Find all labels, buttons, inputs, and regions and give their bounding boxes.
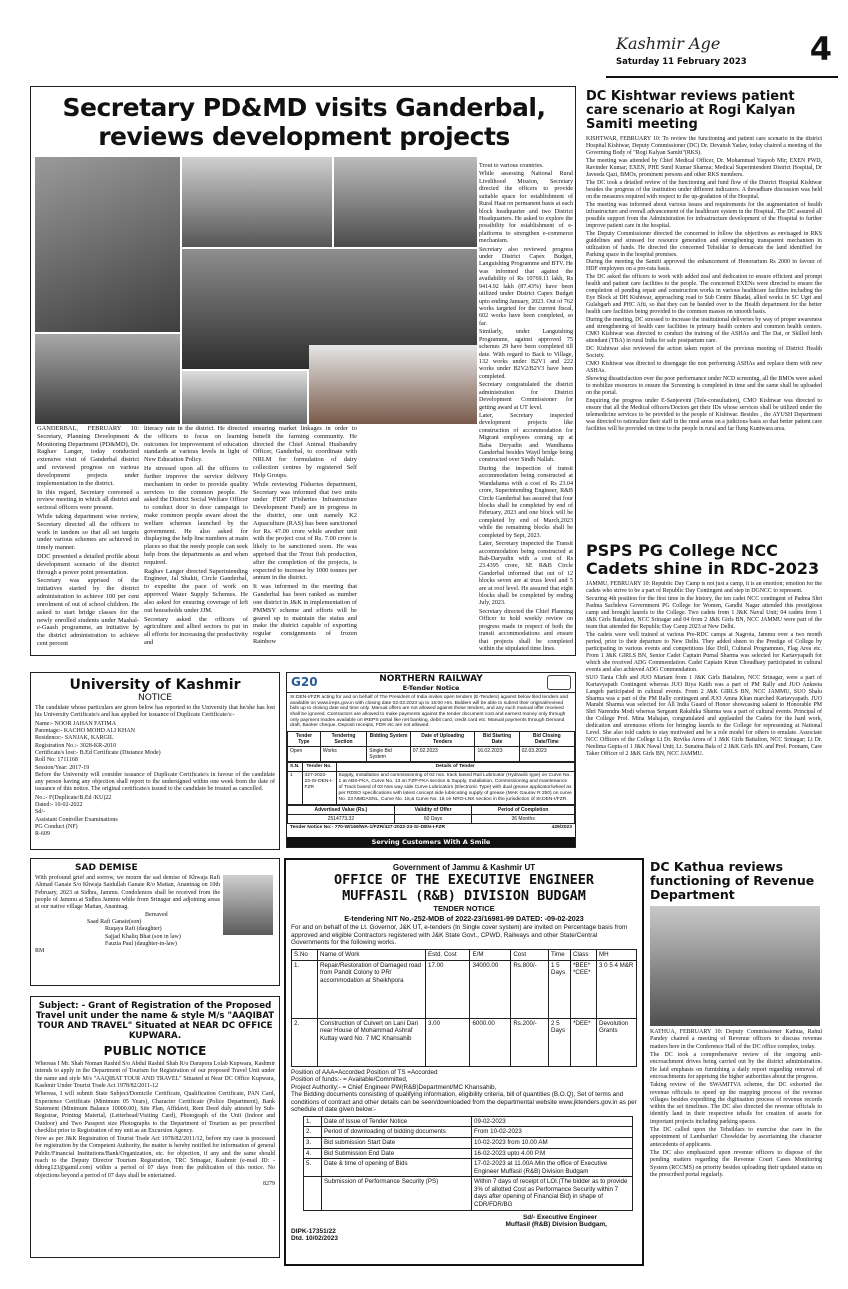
govt-tender-notice [284, 858, 644, 1266]
table-row [304, 1116, 633, 1127]
table-header-cell: Bidding System [367, 731, 411, 746]
table-cell: 3 0 5 4 M&R [597, 960, 637, 1018]
table-header-cell: Name of Work [318, 950, 426, 961]
kishtwar-para: During the meeting the Samiti approved the enhancement of Honorarium Rs 2000 in favour of HDF employees on a pro-rata basis. [586, 259, 822, 273]
table-cell: 2 5 Days [549, 1018, 571, 1066]
lead-col-1-para: GANDERBAL, FEBRUARY 10: Secretary, Planning Development & Monitoring Department (PD&MD), Dr. Raghav Langer, today conducted extensive visit of Ganderbal district and reviewed progress on various development projects under implementation in the district. [37, 425, 139, 487]
table-cell: 60 Days [394, 815, 472, 824]
table-header-cell: Details of Tender [336, 763, 574, 772]
railway-ref: 429/2023 [551, 825, 572, 831]
table-header-cell: Advertised Value (Rs.) [288, 806, 395, 815]
lead-col-4-para: Secretary congratulated the district administration for District Development Commissioner for getting award at UT level. [479, 382, 573, 411]
railway-value-table [287, 805, 575, 824]
govt-schedule-table [303, 1116, 633, 1211]
govt-dipk-date: Dtd. 10/02/2023 [291, 1234, 338, 1242]
demise-name: Ruqaya Rafi (daughter) [105, 926, 162, 933]
kishtwar-para: The meeting was attended by Chief Medical Officer, Dr. Mohammad Yaqoob Mir; EXEN PWD, Ravinder Kumar; EXEN, PHE Sunil Kumar Sharma; Medical Superintendent District Hospital, Dr Javeeda Qazi, BMOs, prominent persons and other RKS members. [586, 157, 822, 178]
table-header-cell: Tender No. [302, 763, 336, 772]
psps-para: SUO Tania Chib and JUO Mariam from 1 J&K Girls Battalion, NCC Srinagar, were a part of Kartavyapath Contingent whereas JUO Riya Kaith was a part of PM Rally and JUO Ankeeta Langeh participated in cultural events. From 2 J&K GIRLS BN, NCC JAMMU, SUO Shalu Sharma was a part of the PM Rally contingent and JUO Amna Khan marched Kartavyapath. JUO Manshi Sharma was selected for All India Guard of Honor showcasing salami to Honorable PM Shri Narendra Modi whereas Sergeant Rakshika Sharma was a part of cultural events. Principal of the College Prof. Mina Mahajan, congratulated and applauded the Cadets for the hard work, dedication and strenuous efforts for bringing laurels to the College for representing at National Level. She also told cadets to stay motivated and be a role model for others to emulate. Associate NCC Officers of the College Lt Dr. Revika Arora of 1 J&K Girls Battalion, NCC Srinagar; Lt Dr. Neelima Gupta of 1 J&K Naval Unit; Lt. Sunaina Bala of 2 J&K Girls BN. and Prof. Poonam, Care Taker Officer of 2 J&K Girls BN, NCC JAMMU. [586, 674, 822, 758]
kishtwar-para: The DC took a detailed review of the functioning and fund flow of the District Hospital Kishtwar besides the progress of the institution under different indicators. A threadbare discussion was held on the measures required with respect to the up-gradation of the Hospital. [586, 179, 822, 200]
table-row [304, 1127, 633, 1138]
uok-subtitle: NOTICE [138, 693, 172, 703]
table-cell: *DEE* [571, 1018, 597, 1066]
table-cell: 07.02.2023 [410, 747, 475, 762]
table-cell: 36 Months [472, 815, 575, 824]
masthead-date: Saturday 11 February 2023 [616, 57, 747, 67]
demise-notice [30, 858, 280, 986]
psps-para: The cadets were well trained at various Pre-RDC camps at Nagrota, Jammu over a two month period, prior to their departure to New Delhi. They added sheen to the Prestige of College by participating in various events and competitions like Drill, Cultural Programmes, Flag Area etc. From 1 J&K GIRLS BN, Senior Cadet Captain Purnal Sharma was selected for Kartavyapath for which she received ADG Commendation. Cadet Captain Kiran Choudhary participated in cultural events and also achieved ADG Commendation. [586, 631, 822, 673]
lead-col-4-para: Trout to various countries. [479, 163, 544, 169]
masthead [606, 32, 838, 78]
table-header-cell: Tendering Section [320, 731, 366, 746]
kishtwar-para: Showing dissatisfaction over the poor performance under NCD screening, all the BMOs were asked to mobilize resources to ensure the Screening is completed in time and the same shall be uploaded on the portal. [586, 375, 822, 396]
lead-photo-3 [334, 157, 477, 247]
railway-logo [547, 675, 571, 690]
public-notice-para: Whereas, I will submit State Subject/Domicile Certificate, Qualification Certificate, PAN Card, Experience Certificate (Minimum 05 Years), Character Certificate (Police Department), Bank Statement (Minimum Balance 10000.00), Site Plan, Affidavit, Rent Deed duly attested by Sub- Registrar, Printing Material, (Letterhead/Visiting Card), Photograph of the Unit (Indoor and Outdoor) and Two Passport size Photographs to the Department of Tourism as per prescribed checklist prior to Registration of my unit as an Excursion Agency. [35, 1091, 275, 1134]
lead-photo-6 [182, 371, 307, 424]
lead-photo-5 [35, 334, 180, 424]
govt-intro: For and on behalf of the Lt. Governor, J&K UT, e-tenders (In Single cover system) are invited on Percentage basis from approved and eligible Contractors registered with J&K State Govt., CPWD, Railways and other State/Central Governments for the following works. [291, 924, 628, 947]
kishtwar-para: CMO Kishtwar was directed to disengage the non performing ASHAs and replace them with new ASHAs. [586, 361, 822, 374]
lead-col-4-para: Secretary also reviewed progress under District Capex Budget, Languishing Programme and BTV. He was informed that against the availability of Rs 10769.11 lakh, Rs 9414.92 lakh (87.43%) have been utilized under District Capex Budget upto ending January, 2023. Out of 762 works targeted for the current fiscal, 602 works have been completed, so far. [479, 246, 573, 327]
lead-col-2 [144, 425, 248, 653]
lead-col-4-para: During the inspection of transit accommodation being constructed at Wandahama with a cost of Rs 23.04 crore, Superintending Engineer, R&B Circle Ganderbal has assured that four blocks shall be completed by end of February, 2023 and one block will be completed by end of March,2023 while the remaining blocks shall be completed by Sept, 2023. [479, 465, 573, 539]
kathua-photo [650, 906, 820, 1026]
govt-note: Project Authority:- = Chief Engineer PW(R&B)Department/MC Khansahib, [291, 1083, 497, 1091]
masthead-logo: Kashmir Age [616, 34, 721, 53]
govt-note: The Bidding documents consisting of qualifying information, eligibility criteria, bill of quantities (B.O.Q), Set of terms and conditions of contract and other details can be seen/downloaded from the departmental website www.jktenders.gov.in as per schedule of date given below:- [291, 1091, 637, 1114]
table-cell: Single Bid System [367, 747, 411, 762]
psps-story [586, 542, 822, 824]
table-cell: Date & time of opening of Bids [322, 1159, 472, 1177]
table-cell: 1 [288, 772, 303, 805]
table-header-cell: Class [571, 950, 597, 961]
lead-col-2-para: Secretary asked the officers of agriculture and allied sectors to put in all efforts for increasing the productivity and [144, 615, 248, 646]
kishtwar-para: DC Kishtwar also reviewed the action taken report of the previous meeting of District Health Society. [586, 346, 822, 360]
table-header-cell: S.No [292, 950, 318, 961]
table-cell: 17.00 [426, 960, 470, 1018]
table-cell: Supply, Installation and commissioning of 02 nos. track based Rail Lubricator (Hydraulic type) on Curve No. 1 at ABS-FKA, Curve No. 13 on FZP-FKA section & Supply, Installation, Commissioning and maintenance of Track based of 03 Nos way side Curve Lubricators (Electronic Type) with dual grease applicator/wheel as per RDSO specifications with latest concept side lubricating supply of grease (MAK Gaurav R 250) on curve No. 23 NMDASNL, Curve No. 18,& Curve No. 16 on NRO-LNK section in the jurisdiction of Sr.DEN-I/FZR. [336, 772, 574, 805]
table-cell: 3. [304, 1138, 322, 1149]
table-header-cell: Bid Closing Date/Time [519, 731, 574, 746]
table-cell: Rs.800/- [511, 960, 549, 1018]
table-cell: 16.02.2023 [475, 747, 519, 762]
lead-col-4-para: While assessing National Rural Livelihood Mission, Secretary directed the officers to provide suitable space for establishment of Rural Haat on permanent basis at each block headquarter and two District Headquarters. He asked to explore the possibility for establishment of e-platforms to strengthen e-commerce mechanism. [479, 171, 573, 245]
kishtwar-headline: DC Kishtwar reviews patient care scenario at Rogi Kalyan Samiti meeting [586, 90, 796, 132]
table-cell: 3.00 [426, 1018, 470, 1066]
lead-headline: Secretary PD&MD visits Ganderbal, reviews development projects [62, 93, 546, 151]
uok-field: Registration No.:- 3028-KR-2010 [35, 742, 117, 749]
table-cell: From 10-02-2023 [472, 1127, 633, 1138]
table-cell: Bid Submission End Date [322, 1148, 472, 1159]
table-row [288, 806, 575, 815]
kathua-body [650, 1029, 822, 1257]
table-header-cell: Bid Starting Date [475, 731, 519, 746]
table-header-cell: MH [597, 950, 637, 961]
uok-footer-line: No.:- F(Duplicate/B.Ed /KU)22 [35, 794, 112, 801]
kishtwar-para: The meeting was informed about various issues and requirements for the augmentation of health infrastructure and overall advancement of the healthcare system in the Hospital. The DC assured all possible support from the Administration for infrastructure development of the Hospital to further improve patient care in the hospital. [586, 201, 822, 229]
railway-notice [286, 672, 576, 848]
table-row [304, 1177, 633, 1210]
table-cell: 02.03.2023 [519, 747, 574, 762]
uok-footer-line: PG Conduct (NF) [35, 824, 78, 830]
table-cell: 1 5 Days [549, 960, 571, 1018]
lead-col-3-para: While reviewing Fisheries department, Secretary was informed that two units under FIDF (Fisheries Infrastructure Development Fund) are in progress in the district, one unit namely K2 Aquaculture (RAS) has been sanctioned for Rs. 47.00 crore while another unit with the project cost of Rs. 7.00 crore is likely to be sanctioned soon. He was apprised that the Trout fish production, after the completion of the projects, is expected to increase by 1000 tonnes per annum in the district. [253, 480, 357, 582]
demise-photo [223, 875, 273, 935]
uok-intro: The candidate whose particulars are given below has reported to the University that he/she has lost his University Certificate/s and has applied for issuance of Duplicate Certificate/s:- [35, 705, 275, 719]
table-cell: Repair/Restoration of Damaged road from Pandit Colony to PR/ accommodation at Sheikhpora [318, 960, 426, 1018]
table-cell: 1. [304, 1116, 322, 1127]
govt-top: Government of Jammu & Kashmir UT [392, 863, 536, 872]
kishtwar-para: The Deputy Commissioner directed the concerned to follow the objectives as envisaged in RKS guidelines and stressed for resource generation and strengthening transparent mechanism in utilization of funds. He directed the concerned Tehsildar to demarcate the land identified for Parking space in the hospital premises. [586, 230, 822, 258]
lead-col-4-para: Secretary directed the Chief Planning Officer to hold weekly review on progress made in respect of both the transit accommodations and ensure that projects shall be completed within the stipulated time lines. [479, 608, 573, 652]
uok-text: Before the University will consider issuance of Duplicate Certificate/s in favour of the candidate any person having any objection shall report to the undersigned within one week from the date of issuance of this notice. The original certificate/s issued to the candidate be treated as cancelled. [35, 771, 275, 793]
public-notice-subject: Subject: - Grant of Registration of the Proposed Travel unit under the name & style M/s "AAQIBAT TOUR AND TRAVEL" Situated at NEAR DC OFFICE KUPWARA. [35, 1001, 275, 1041]
table-cell: 4. [304, 1148, 322, 1159]
railway-subtitle: E-Tender Notice [402, 684, 460, 692]
table-cell: Date of Issue of Tender Notice [322, 1116, 472, 1127]
uok-footer-line: Sd/- [35, 809, 46, 816]
table-row [288, 772, 575, 805]
public-notice-title: PUBLIC NOTICE [103, 1044, 207, 1058]
railway-title: NORTHERN RAILWAY [379, 674, 483, 684]
govt-notes [291, 1069, 637, 1114]
public-notice [30, 996, 280, 1258]
uok-notice [30, 672, 280, 850]
kathua-para: The DC also emphasized upon revenue officers to dispose of the pending matters regarding the Revenue Court Cases Monitoring System (RCCMS) on priority besides uploading their updated status on the prescribed portal regularly. [650, 1150, 822, 1178]
public-notice-para: Whereas I Mr. Shah Noman Rashid S/o Abdul Rashid Shah R/o Darapora Lolab Kupwara, Kashmir intends to apply in the Department of Tourism for Registration of our proposed Travel Unit under the name and style M/s "AAQIBAT TOUR AND TRAVEL" Situated at Near DC Office Kupwara, Kashmir Under Tourist Trade Act 1978/82/2011-12 [35, 1061, 275, 1089]
public-notice-para: Now as per J&K Registration of Tourist Trade Act 1978/82/2011/12, before my case is processed for registration by the Competent Authority, the matter is hereby notified for information of general Public/Financial Institutions/Bank/Organization, etc. for objection, if any and the same should reach to the Deputy Director Tourism Registration, TRC Srinagar, Kashmir (e-mail ID: - ddtreg123@gamil.com) within a period of 07 days from the publication of this notice. No objections beyond a period of 07 days shall be entertained. [35, 1136, 275, 1179]
railway-footnote-row [287, 824, 575, 832]
kishtwar-story [586, 90, 822, 540]
lead-photo-2 [182, 157, 332, 247]
psps-headline: PSPS PG College NCC Cadets shine in RDC-2023 [586, 542, 820, 578]
railway-intro: Sr.DEN-I/FZR acting for and on behalf of The President of India invites open tenders (E-Tenders) against below tiled tenders and available on www.ireps.gov.in with closing date 02.03.2023 up to 15:00 Hrs. Bidders will be able to submit their original/revised bids up to closing date and time only. Manual offers are not allowed against these tenders, and any such manual offer received shall be ignored. Contractors are allowed to make payments against the tender document cost and earnest money only through only payment modes available on IREPS portal like net banking, debit card, credit card etc. Manual payments through Demand draft, Banker cheque, Deposit receipts, FDR etc are not allowed. [290, 695, 569, 729]
lead-col-3-para: It was informed in the meeting that Ganderbal has been ranked as number one district in J&K in implementation of PMMSY scheme and efforts will be geared up to maintain the status and make the district capable of exporting regular consignments of frozen Rainbow [253, 583, 358, 645]
table-cell: Within 7 days of receipt of LOI.(The bidder as to provide 3% of allotted Cost as Performance Security within 7 days after opening of Financial Bid) in shape of CDR/FDR/BG [472, 1177, 633, 1210]
demise-name: Fauzia Paul (daughter-in-law) [105, 940, 177, 947]
govt-sign-2: Muffasil (R&B) Division Budgam, [505, 1220, 607, 1228]
table-cell: Bid submission Start Date [322, 1138, 472, 1149]
uok-field: Certificate/s lost:- B.Ed Certificate (Distance Mode) [35, 749, 161, 756]
table-row [292, 950, 637, 961]
kathua-para: KATHUA, FEBRUARY 10: Deputy Commissioner Kathua, Rahul Pandey chaired a meeting of Revenue officers to discuss revenue matters here in the Conference Hall of the DC office complex, today. [650, 1029, 822, 1050]
demise-body: With profound grief and sorrow, we mourn the sad demise of Khwaja Rafi Ahmad Ganaie S/o Khwaja Saidullah Ganaie R/o Mattan, Anantnag on 10th February, 2023 at Sidhra, Jammu. Condolences shall be received from the people of Jammu at Sidhra Jammu while from Srinagar and adjoining areas at our native village Mattan, Anantnag. [35, 875, 220, 911]
uok-field: Residence:- SANJAK, KARGIL [35, 735, 114, 742]
lead-col-2-para: Raghav Langer directed Superintending Engineer, Jal Shakti, Circle Ganderbal, to expedite the pace of work on approved Water Supply Schemes. He also asked for ensuring coverage of left out households under JJM. [144, 567, 248, 614]
demise-name: Sajjad Khaliq Bhat (son in law) [105, 933, 181, 940]
kathua-para: Taking review of the SWAMITVA scheme, the DC exhorted the revenue officials to speed up the mapping process of the revenue villages besides expediting the digitisation process of revenue records within the set timelines. The DC also directed the revenue officials to identify land in their respective tehsils for creation of assets for important projects including parking spaces. [650, 1082, 822, 1125]
table-cell: 17-02-2023 at 11.00A.Min the office of Executive Engineer Muffasil (R&B) Division Budgam [472, 1159, 633, 1177]
railway-header [287, 673, 575, 693]
railway-slogan: Serving Customers With A Smile [287, 837, 575, 847]
demise-bereaved: Bereaved [145, 911, 168, 918]
lead-col-2-para: He stressed upon all the officers to further improve the service delivery mechanism in order to provide quality services to the common people. He asked the District Social Welfare Officer to conduct door to door campaign to make common people aware about the welfare schemes launched by the government. He also asked for displaying the help line numbers at main places so that the needy people can seek help from the departments as and when required. [144, 465, 249, 566]
kishtwar-para: Enquiring the progress under E-Sanjeevini (Tele-consultation), CMO Kishtwar was directed to ensure that all the Medical officers/Doctors get their IDs whose services shall be utilized under the telemedicine services to be provided to the people of Kishtwar. Besides , the AYUSH Department was directed to rationalize their staff in the rural areas on a judicious basis so that better patient care facilities will be provided on time to the people in rural and far flung Kuntwara area. [586, 397, 822, 432]
table-header-cell: S.N. [288, 763, 303, 772]
lead-story [30, 86, 576, 656]
page-number: 4 [809, 32, 832, 68]
govt-nit: E-tendering NIT No.-252-MDB of 2022-23/16981-99 DATED: -09-02-2023 [344, 914, 584, 923]
demise-name: Saad Rafi Ganaie(son) [87, 918, 142, 925]
kathua-para: The DC called upon the Tehsildars to exercise due care in the appointment of Lambardar/ Chowkidar by ascertaining the character antecedents of applicants. [650, 1127, 822, 1148]
table-row [288, 731, 575, 746]
table-row [304, 1159, 633, 1177]
railway-details-table [287, 762, 575, 805]
table-cell: Rs.200/- [511, 1018, 549, 1066]
govt-works-table [291, 949, 637, 1067]
govt-dipk: DIPK-17351/22 [291, 1227, 336, 1235]
table-row [288, 747, 575, 762]
uok-field: Name:- NOOR JAHAN FATIMA [35, 720, 117, 727]
table-cell: 5. [304, 1159, 322, 1177]
table-cell: 09-02-2023 [472, 1116, 633, 1127]
table-cell: 6000.00 [470, 1018, 511, 1066]
lead-col-3 [253, 425, 357, 653]
table-row [288, 763, 575, 772]
lead-col-2-para: literacy rate in the district. He directed the officers to focus on learning outcomes for improvement of education standards at various levels in light of New Education Policy. [144, 425, 248, 464]
table-header-cell: Time [549, 950, 571, 961]
demise-ref: RM [35, 948, 45, 955]
table-cell: 427-2022-23-Sr-DEN-I-FZR [302, 772, 336, 805]
uok-body [35, 705, 275, 839]
lead-col-4-para: Later, Secretary inspected the Transit accommodation being constructed at Bab-Daryadin with a cost of Rs 23.4395 crore, SE R&B Circle Ganderbal informed that out of 12 blocks seven are at truss level and 5 are at roof level. He assured that eight blocks shall be completed by ending July, 2023. [479, 541, 573, 607]
table-cell: 2514773.32 [288, 815, 395, 824]
railway-table [287, 731, 575, 762]
lead-col-1-para: Secretary was apprised of the initiatives started by the district administration to achieve 100 per cent enrolment of out of school children. He asked to start bridge classes for the newly enrolled students under Mashal-e-Gaash programme, an initiative by the district administration to achieve cent percent [37, 577, 139, 647]
table-cell: Submission of Performance Security (PS) [322, 1177, 472, 1210]
table-row [304, 1148, 633, 1159]
table-cell: 2. [304, 1127, 322, 1138]
lead-col-1-para: In this regard, Secretary convened a review meeting in which all district and sectoral officers were present. [37, 488, 139, 512]
public-notice-body [35, 1061, 275, 1180]
table-cell: *BEE* *CEE* [571, 960, 597, 1018]
table-cell: 2. [292, 1018, 318, 1066]
g20-logo: G20 [291, 675, 318, 689]
kathua-para: The DC took a comprehensive review of the ongoing anti-encroachment drives being carried out by the district administration. He laid emphasis on furnishing a daily report regarding removal of encroachments for apprising the higher authorities about the progress. [650, 1051, 822, 1080]
table-header-cell: Validity of Offer [394, 806, 472, 815]
lead-col-1-para: DDC presented a detailed profile about development scenario of the district through a power point presentation. [37, 553, 139, 576]
demise-title: SAD DEMISE [75, 863, 138, 873]
table-cell: 16-02-2023 upto 4.00 P.M [472, 1148, 633, 1159]
table-header-cell: Tender Type [288, 731, 321, 746]
kishtwar-para: KISHTWAR, FEBRUARY 10: To review the functioning and patient care scenario in the district Hospital Kishtwar, Deputy Commissioner (DC) Dr. Devansh Yadav, today chaired a meeting of the Governing Body of "Rogi Kalyan Samiti"(RKS). [586, 136, 822, 156]
table-header-cell: Period of Completion [472, 806, 575, 815]
table-cell: Period of downloading of bidding documents [322, 1127, 472, 1138]
table-row [292, 1018, 637, 1066]
govt-note: Position of AAA=Accorded Position of TS =Accorded [291, 1068, 438, 1076]
table-cell: Construction of Culvert on Lani Dari near House of Mohammad Ashraf Kuttay ward No. 7 MC Khansahib [318, 1018, 426, 1066]
table-cell: 34000.00 [470, 960, 511, 1018]
lead-col-1-para: While taking department wise review, Secretary directed all the officers to work in tandem so that all set targets under various schemes are achieved in timely manner. [37, 512, 139, 552]
table-header-cell: Date of Uploading Tenders [410, 731, 475, 746]
table-header-cell: Cost [511, 950, 549, 961]
kishtwar-para: During the meeting, DC stressed to increase the institutional deliveries by way of proper awareness and strengthening of health care facilities in primary health centers and common health centers. CMO Kishtwar was directed to conduct the training of the ASHAs and The Dai, or Skilled birth attendant (TBA) in rural India for safe postpartum care. [586, 317, 822, 345]
kathua-story [650, 860, 822, 1260]
govt-title-1: OFFICE OF THE EXECUTIVE ENGINEER [333, 872, 595, 888]
table-cell: Works [320, 747, 366, 762]
kathua-headline: DC Kathua reviews functioning of Revenue Department [650, 860, 815, 902]
table-cell: 1. [292, 960, 318, 1018]
public-notice-ref: 8279 [263, 1181, 275, 1187]
uok-footer-line: Dated:- 10-02-2022 [35, 802, 83, 809]
table-cell [304, 1177, 322, 1210]
table-row [292, 960, 637, 1018]
table-cell: Open [288, 747, 321, 762]
lead-col-3-para: ensuring market linkages in order to benefit the farming community. He directed the Chief Animal Husbandry Officer, Ganderbal, to coordinate with NRLM for formulation of dairy collection centres by registered Self Help Groups. [253, 425, 357, 479]
govt-subtitle: TENDER NOTICE [433, 904, 495, 913]
lead-photo-7 [309, 345, 477, 424]
govt-sign-1: Sd/- Executive Engineer [522, 1213, 597, 1221]
lead-col-4-para: Later, Secretary inspected development projects like construction of accommodation for Migrant employees coming up at Baba Deryadin and Wandhama Ganderbal besides Wayil bridge being constructed over Sindh Nallah. [479, 412, 573, 464]
lead-photo-1 [35, 157, 180, 332]
govt-note: Position of funds:- = Available/Committed, [291, 1076, 408, 1084]
table-cell: Devolution Grants [597, 1018, 637, 1066]
table-row [304, 1138, 633, 1149]
uok-title: University of Kashmir [69, 677, 241, 693]
uok-field: Roll No: 1711168 [35, 757, 78, 764]
psps-para: JAMMU, FEBRUARY 10: Republic Day Camp is not just a camp, it is an emotion; emotion for the cadets who strive to be a part of Republic Day Contingent and step in DGNCC to represent. [586, 581, 822, 594]
kishtwar-para: The DC asked the officers to work with added zeal and dedication to ensure efficient and prompt health and patient care facilities to the people. The concerned EXENs were directed to ensure the completion of pending repair and construction works in various healthcare facilities including the Eye Block at DH Kishtwar, approaching road to Sub Centre Bhadat, allied works in SC Ugri and Gulabgarh and PHC Afti, so that they can be handed over to the Health department for the better health care facilities being provided to the common masses on smooth basis. [586, 274, 822, 316]
kishtwar-body [586, 136, 822, 528]
table-cell: 10-02-2023 from 10.00 AM [472, 1138, 633, 1149]
table-header-cell: E/M [470, 950, 511, 961]
lead-col-4-para: Similarly, under Languishing Programme, against approved 75 schemes 29 have been completed till date. With regard to Back to Village, 132 works under B2V1 and 222 works under B2V2/B2V3 have been completed. [479, 329, 573, 380]
uok-footer-line: R-609 [35, 831, 50, 838]
lead-col-4 [479, 163, 573, 653]
uok-footer-line: Assistant Controller Examinations [35, 816, 118, 823]
lead-col-1 [37, 425, 139, 653]
railway-footnote: Tender Notice No:- 770-W/169/WA-1/FZR/427-2022-23-Sr-DEN-I-FZR [290, 825, 446, 831]
psps-para: Securing 4th position for the first time in the history, the ten cadet NCC contingent of Padma Shri Padma Sachdeva Government PG College for Women, Gandhi Nagar attended this prestigious camp and brought laurels to the College. Two cadets from 1 J&K Naval Unit; 04 cadets from 1 J&K Girls Battalion, NCC Srinagar and 04 from 2 J&K Girls BN, NCC JAMMU were part of the team that attended the Republic Day Camp 2023 at New Delhi. [586, 595, 822, 630]
psps-body [586, 581, 822, 821]
table-header-cell: Estd. Cost [426, 950, 470, 961]
govt-title-2: MUFFASIL (R&B) DIVISION BUDGAM [342, 888, 586, 904]
uok-field: Parentage:- KACHO MOHD ALI KHAN [35, 727, 135, 734]
uok-field: Session/Year: 2017-19 [35, 764, 90, 771]
table-row [288, 815, 575, 824]
